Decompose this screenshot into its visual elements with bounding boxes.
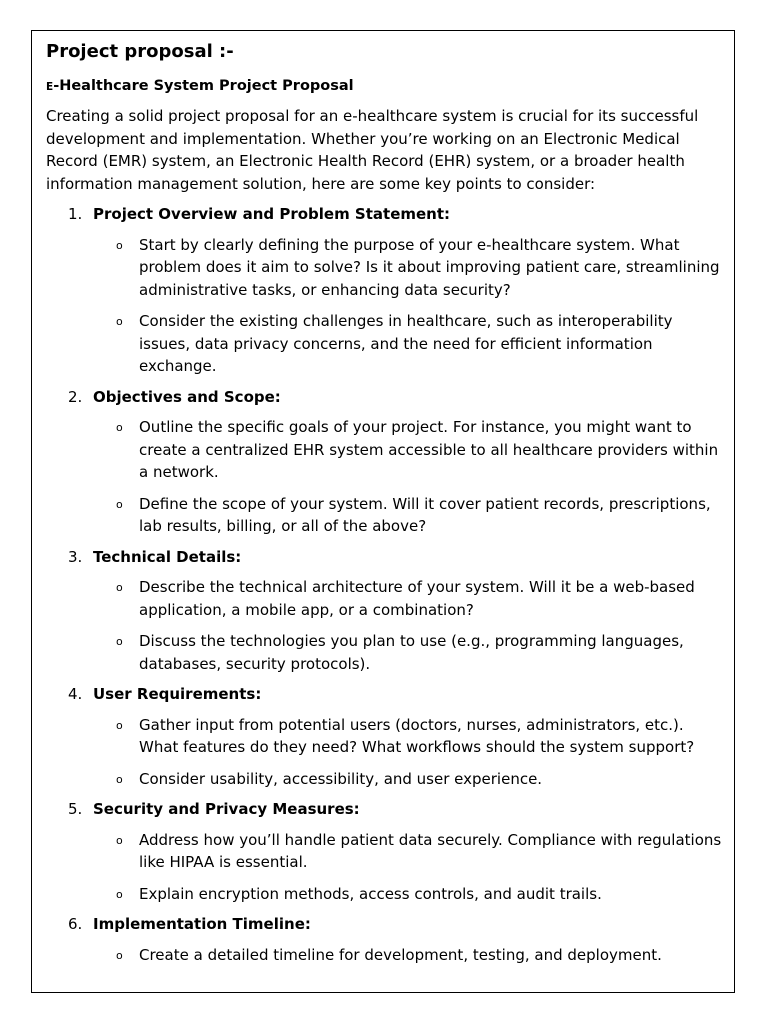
bullet-point [93, 944, 726, 967]
section-number: 4. [68, 685, 83, 703]
bullet-text: Create a detailed timeline for development, testing, and deployment. [139, 945, 662, 964]
subtitle-prefix: E [46, 81, 54, 93]
bullet-point [93, 714, 726, 759]
bullet-list [93, 944, 726, 967]
circle-bullet-icon: o [116, 581, 123, 594]
bullet-list [93, 576, 726, 675]
circle-bullet-icon: o [116, 635, 123, 648]
section-title: Implementation Timeline: [93, 915, 311, 933]
bullet-point [93, 576, 726, 621]
bullet-point [93, 234, 726, 302]
intro-paragraph: Creating a solid project proposal for an e-healthcare system is crucial for its successful development and implementation. Whether you’re working on an Electronic Medical Record (EMR) system, an Electronic Health Record (EHR) system, or a broader health information management solution, here are some key points to consider: [46, 107, 699, 193]
section-item [46, 386, 726, 538]
bullet-text: Outline the specific goals of your project. For instance, you might want to create a centralized EHR system accessible to all healthcare providers within a network. [139, 418, 719, 481]
bullet-text: Define the scope of your system. Will it cover patient records, prescriptions, lab results, billing, or all of the above? [139, 494, 711, 535]
circle-bullet-icon: o [116, 772, 123, 786]
section-number: 3. [68, 547, 83, 566]
circle-bullet-icon: o [116, 887, 123, 901]
document-title: Project proposal :- [46, 41, 234, 62]
circle-bullet-icon: o [116, 238, 123, 252]
circle-bullet-icon: o [116, 315, 123, 328]
bullet-text: Consider usability, accessibility, and user experience. [139, 769, 543, 788]
bullet-point [93, 829, 726, 874]
circle-bullet-icon: o [116, 718, 123, 732]
section-item [46, 913, 726, 966]
bullet-point [93, 493, 726, 538]
subtitle-text: -Healthcare System Project Proposal [53, 78, 354, 94]
bullet-point [93, 768, 726, 791]
bullet-point [93, 630, 726, 675]
bullet-point [93, 883, 726, 906]
bullet-list [93, 829, 726, 906]
section-item [46, 203, 726, 378]
section-item [46, 683, 726, 790]
section-item [46, 546, 726, 676]
bullet-text: Describe the technical architecture of your system. Will it be a web-based application, a mobile app, or a combination? [139, 578, 695, 619]
circle-bullet-icon: o [116, 497, 123, 511]
bullet-point [93, 416, 726, 484]
section-title: Security and Privacy Measures: [93, 800, 360, 818]
bullet-text: Gather input from potential users (doctors, nurses, administrators, etc.). What features do they need? What workflows should the system support? [139, 715, 695, 756]
section-number: 2. [68, 387, 83, 406]
circle-bullet-icon: o [116, 948, 123, 962]
section-title: Objectives and Scope: [93, 387, 281, 406]
bullet-text: Explain encryption methods, access controls, and audit trails. [139, 884, 602, 903]
bullet-text: Discuss the technologies you plan to use (e.g., programming languages, databases, security protocols). [139, 632, 684, 673]
bullet-point [93, 310, 726, 378]
section-title: User Requirements: [93, 685, 262, 703]
section-number: 5. [68, 800, 83, 818]
section-number: 1. [68, 205, 83, 223]
bullet-list [93, 714, 726, 791]
bullet-text: Consider the existing challenges in healthcare, such as interoperability issues, data privacy concerns, and the need for efficient information exchange. [139, 312, 673, 375]
document-body [46, 40, 726, 974]
section-title: Project Overview and Problem Statement: [93, 205, 451, 223]
bullet-list [93, 416, 726, 538]
proposal-subtitle [46, 76, 726, 97]
section-list [46, 203, 726, 966]
bullet-text: Start by clearly defining the purpose of your e-healthcare system. What problem does it aim to solve? Is it about improving patient care, streamlining administrative tasks, or enhancing data security? [139, 235, 720, 299]
circle-bullet-icon: o [116, 833, 123, 847]
bullet-text: Address how you’ll handle patient data securely. Compliance with regulations like HIPAA is essential. [139, 830, 722, 871]
section-title: Technical Details: [93, 547, 242, 566]
section-number: 6. [68, 915, 83, 933]
bullet-list [93, 234, 726, 378]
section-item [46, 798, 726, 905]
circle-bullet-icon: o [116, 421, 123, 434]
